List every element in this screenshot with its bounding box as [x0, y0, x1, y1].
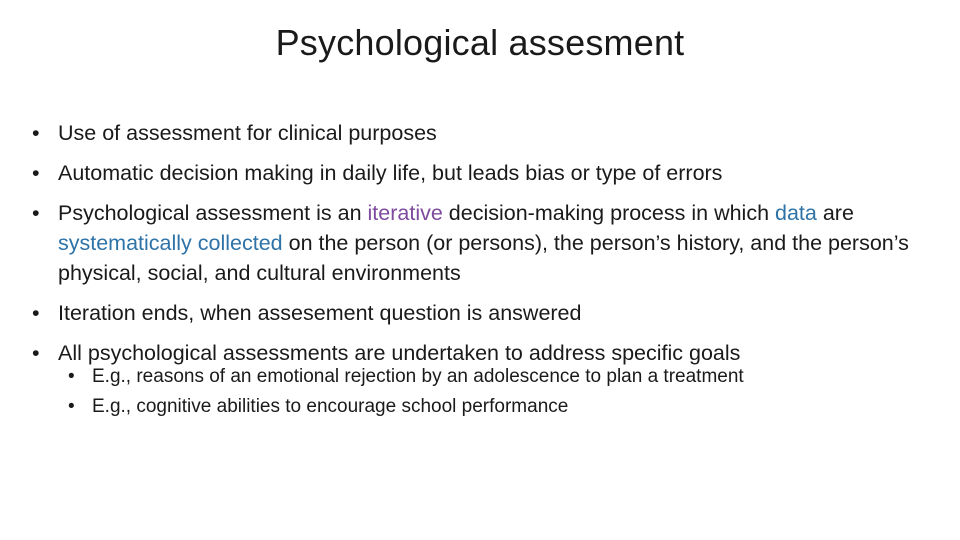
sub-bullet-marker: •	[68, 366, 75, 387]
sub-bullet-text-1: E.g., reasons of an emotional rejection by an adolescence to plan a treatment	[92, 366, 744, 387]
bullet-marker: •	[32, 341, 40, 365]
sub-bullet-list	[58, 362, 918, 422]
bullet-marker: •	[32, 301, 40, 325]
slide-title: Psychological assesment	[275, 22, 685, 63]
bullet-marker: •	[32, 121, 40, 145]
sub-bullet-item-1	[68, 362, 918, 392]
sub-bullet-text-2: E.g., cognitive abilities to encourage school performance	[92, 396, 569, 417]
bullet-item-5	[32, 338, 918, 422]
bullet-text-4: Iteration ends, when assesement question is answered	[58, 301, 582, 325]
sub-bullet-item-2	[68, 392, 918, 422]
bullet-text-3-part4: on the person (or persons), the person’s history, and the person’s physical, social, and cultural environments	[58, 231, 909, 285]
sub-bullet-marker: •	[68, 396, 75, 417]
bullet-marker: •	[32, 161, 40, 185]
bullet-text-3-part1: Psychological assessment is an	[58, 201, 368, 225]
highlight-iterative: iterative	[367, 201, 443, 225]
bullet-list	[32, 118, 918, 432]
bullet-item-1	[32, 118, 918, 148]
bullet-marker: •	[32, 201, 40, 225]
bullet-item-3	[32, 198, 918, 288]
bullet-text-3-part3: are	[816, 201, 854, 225]
bullet-item-4	[32, 298, 918, 328]
highlight-systematically-collected: systematically collected	[58, 231, 283, 255]
bullet-text-5: All psychological assessments are undertaken to address specific goals	[58, 341, 741, 365]
bullet-item-2	[32, 158, 918, 188]
bullet-text-3-part2: decision-making process in which	[442, 201, 776, 225]
highlight-data: data	[775, 201, 817, 225]
bullet-text-1: Use of assessment for clinical purposes	[58, 121, 437, 145]
bullet-text-2: Automatic decision making in daily life, but leads bias or type of errors	[58, 161, 723, 185]
